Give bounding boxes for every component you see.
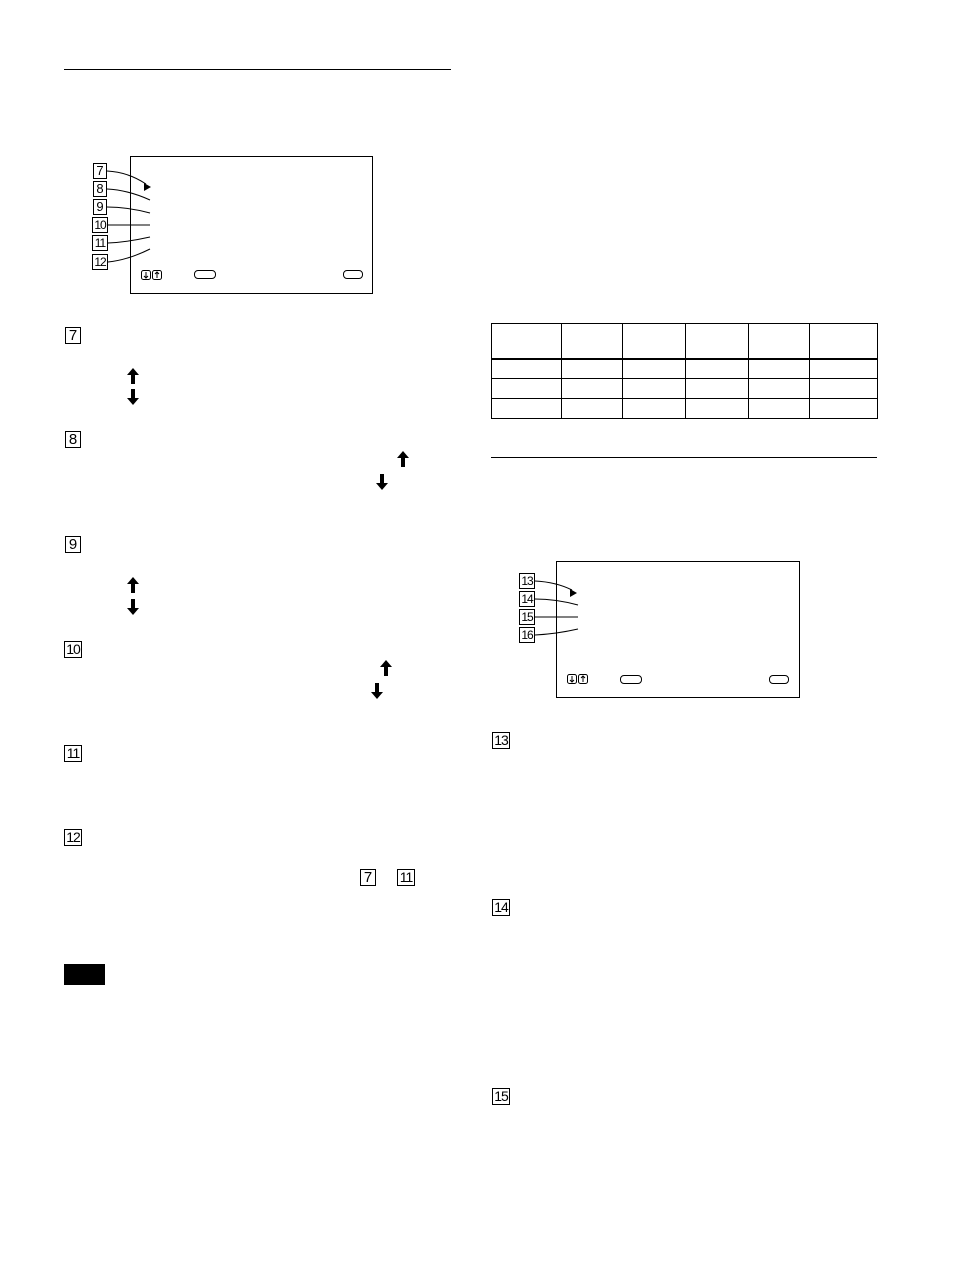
item-marker-12: 12 <box>64 829 82 846</box>
item-marker-13: 13 <box>492 732 510 749</box>
callout-9: 9 <box>93 199 107 215</box>
item-marker-15: 15 <box>492 1088 510 1105</box>
callout-8: 8 <box>93 181 107 197</box>
callout-13: 13 <box>519 573 535 589</box>
callout-14: 14 <box>519 591 535 607</box>
inline-ref-7: 7 <box>360 869 376 886</box>
item-marker-10: 10 <box>64 641 82 658</box>
callout-16: 16 <box>519 627 535 643</box>
inline-ref-11: 11 <box>397 869 415 886</box>
item-marker-11: 11 <box>64 745 82 762</box>
callout-11: 11 <box>92 235 108 251</box>
item-marker-8: 8 <box>65 431 81 448</box>
callout-7: 7 <box>93 163 107 179</box>
item-marker-7: 7 <box>65 327 81 344</box>
item-marker-14: 14 <box>492 899 510 916</box>
callout-15: 15 <box>519 609 535 625</box>
item-marker-9: 9 <box>65 536 81 553</box>
callout-12: 12 <box>92 254 108 270</box>
callout-10: 10 <box>92 217 108 233</box>
